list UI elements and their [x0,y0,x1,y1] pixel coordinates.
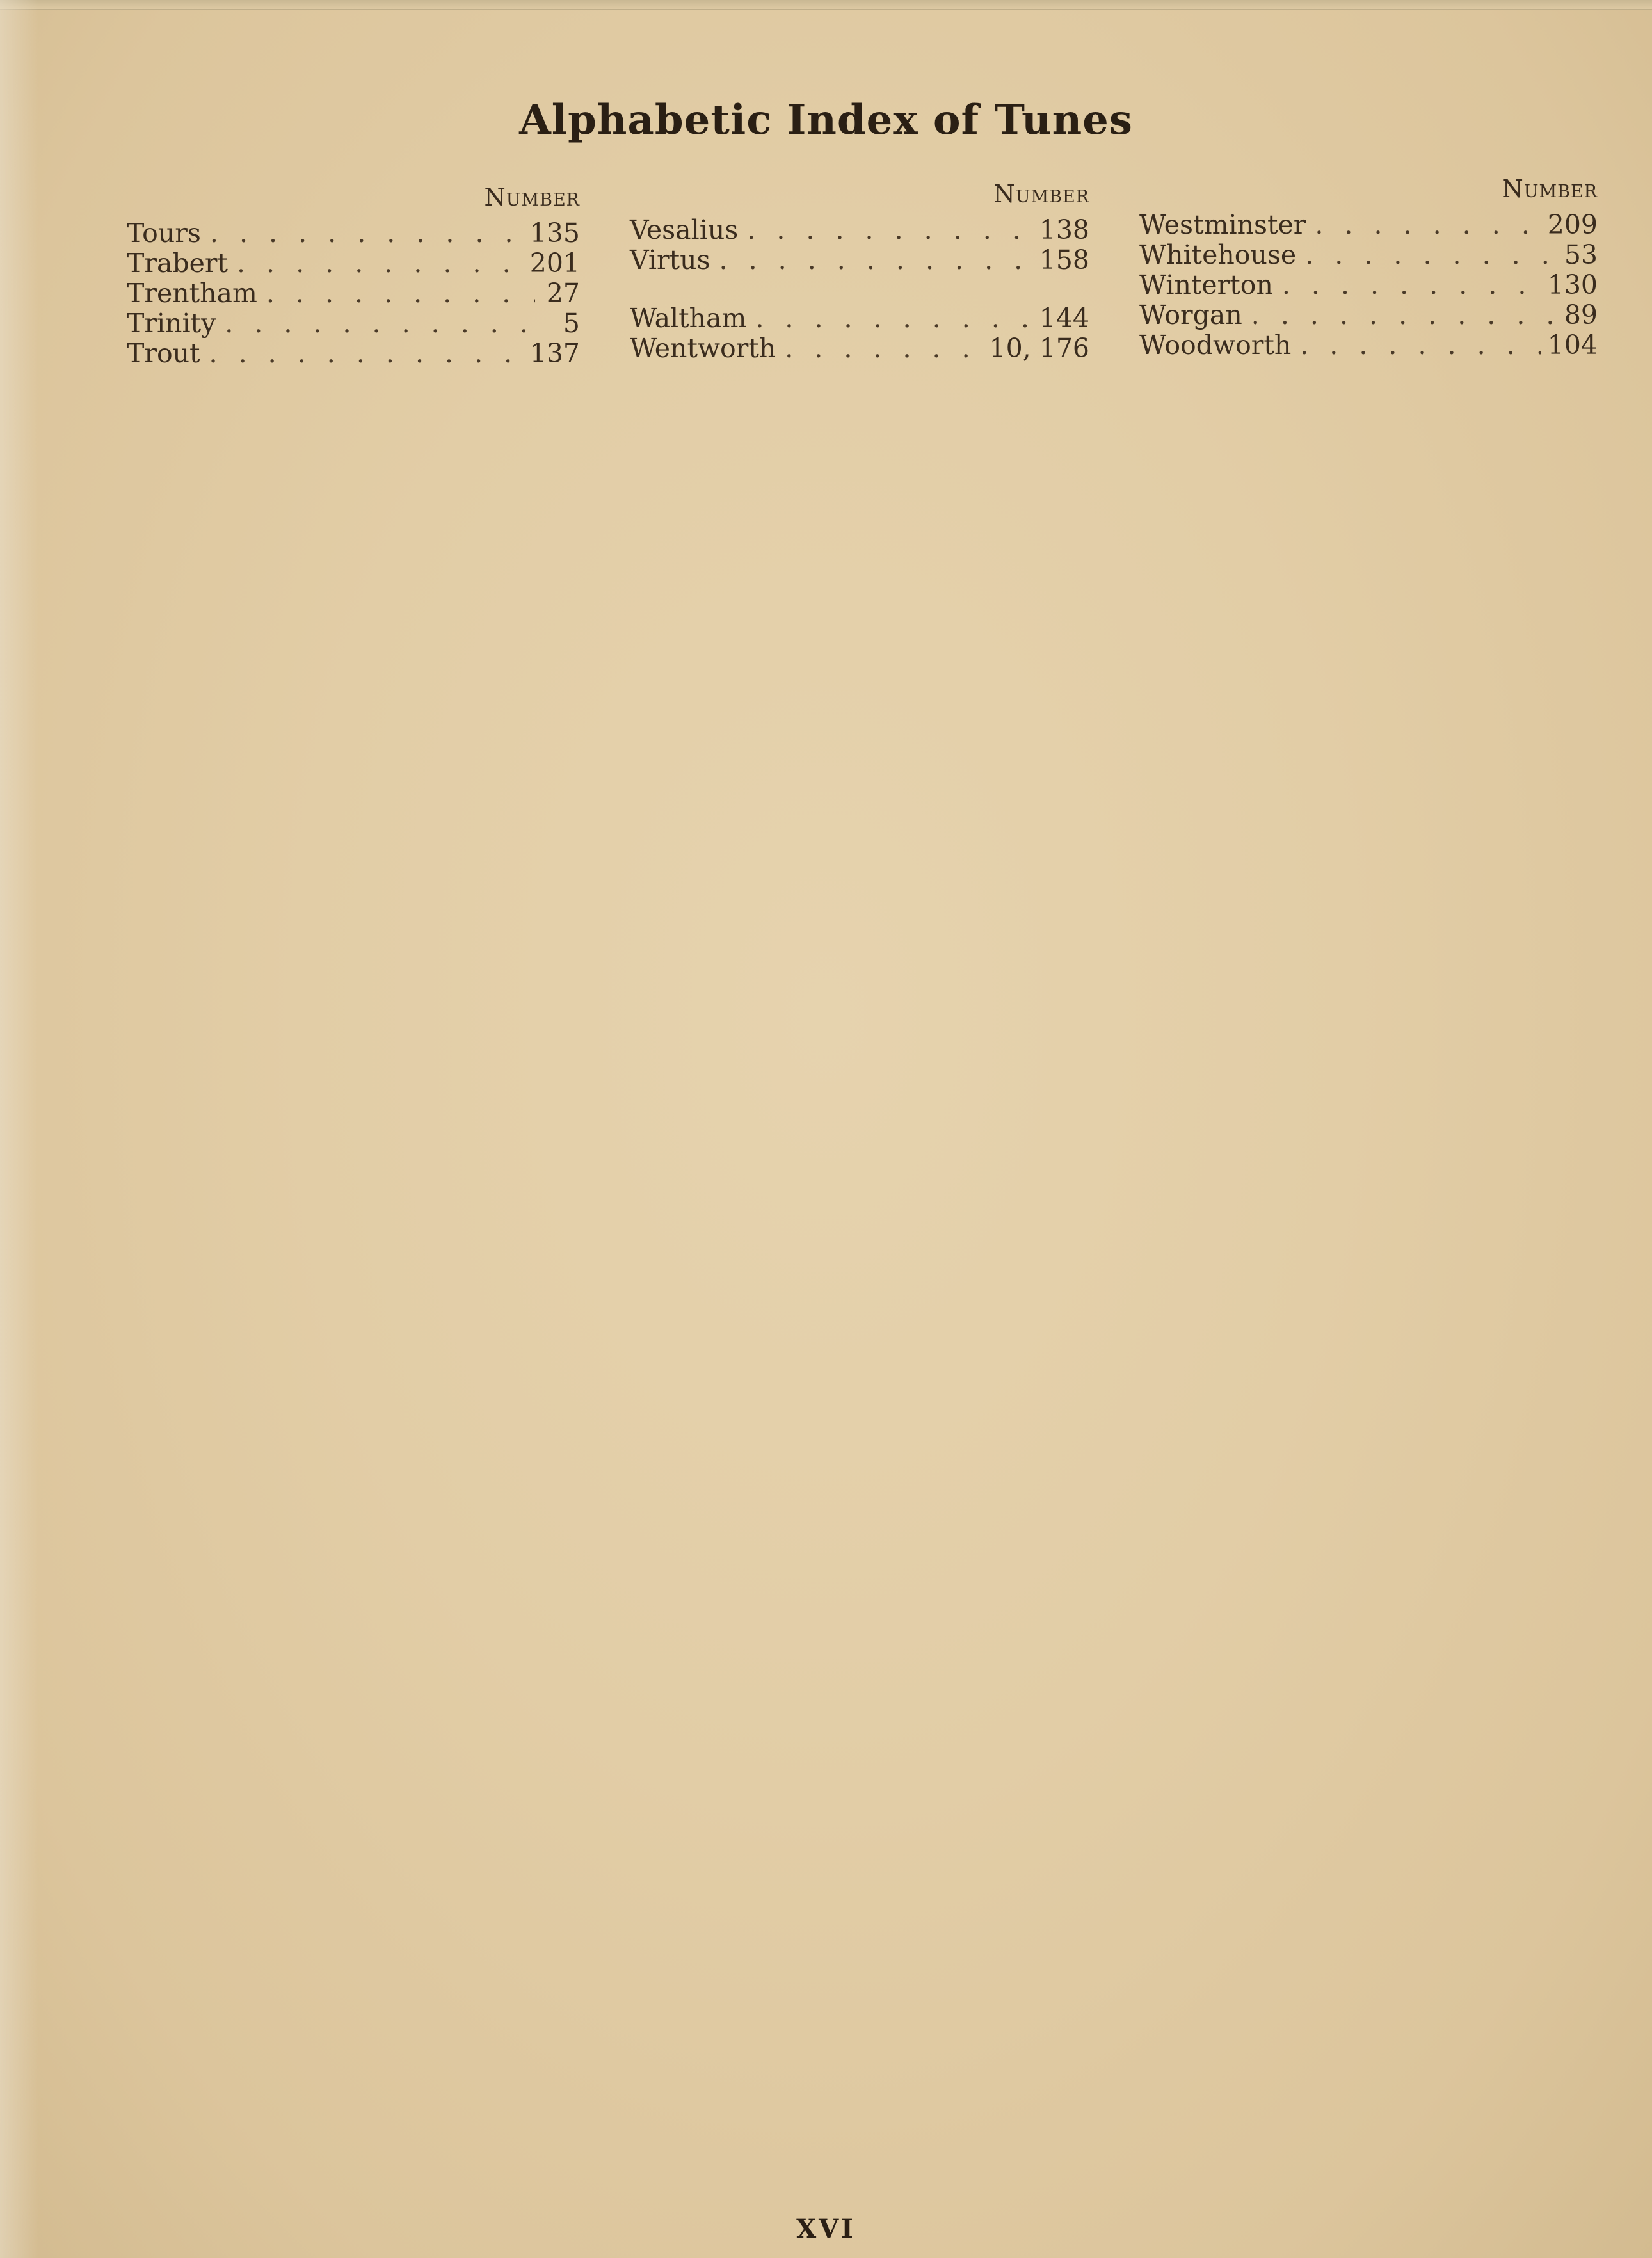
page-title: Alphabetic Index of Tunes [519,96,1133,144]
dot-leader [225,309,535,339]
page-top-edge [0,0,1652,10]
tune-name: Trabert [127,248,228,278]
index-entry [630,215,1089,245]
index-entry [1139,240,1598,270]
index-entry [1139,330,1598,360]
index-column-3 [1139,174,1598,360]
tune-name: Waltham [630,303,747,334]
dot-leader [1282,270,1541,300]
index-column-1 [127,182,580,369]
index-entry [1139,300,1598,330]
dot-leader [210,218,524,248]
tune-name: Woodworth [1139,330,1292,360]
tune-name: Trinity [127,308,216,339]
index-entry [630,303,1089,334]
tune-number: 53 [1564,239,1598,270]
dot-leader [747,215,1032,245]
column-header: Number [484,183,580,211]
dot-leader [237,248,524,278]
dot-leader [1251,300,1553,330]
tune-name: Whitehouse [1139,239,1297,270]
tune-number: 158 [1039,245,1089,275]
dot-leader [1300,330,1541,360]
tune-number: 10, 176 [989,333,1089,364]
tune-number: 138 [1039,214,1089,245]
index-entry [127,248,580,278]
tune-number: 27 [546,278,580,309]
tune-name: Winterton [1139,270,1273,300]
dot-leader [785,334,982,364]
column-header: Number [1502,175,1598,203]
tune-name: Tours [127,218,201,248]
tune-number: 201 [529,248,580,278]
tune-name: Trentham [127,278,257,309]
tune-number: 89 [1564,300,1598,330]
dot-leader [1315,210,1541,240]
tune-number: 104 [1547,330,1598,360]
tune-number: 144 [1039,303,1089,334]
tune-name: Worgan [1139,300,1242,330]
tune-number: 209 [1547,209,1598,240]
tune-name: Vesalius [630,214,739,245]
column-header: Number [993,180,1089,208]
tune-number: 5 [563,308,580,339]
dot-leader [1305,240,1553,270]
tune-name: Westminster [1139,209,1306,240]
index-entry [630,334,1089,364]
tune-number: 135 [529,218,580,248]
dot-leader [209,339,524,369]
index-column-2 [630,179,1089,364]
dot-leader [266,278,535,309]
index-entry [127,339,580,369]
tune-name: Virtus [630,245,710,275]
index-entry [127,278,580,309]
index-entry [1139,270,1598,300]
tune-name: Wentworth [630,333,776,364]
tune-number: 130 [1547,270,1598,300]
index-entry [127,218,580,248]
index-entry [1139,210,1598,240]
tune-number: 137 [529,338,580,369]
dot-leader [719,245,1033,275]
page-gutter-shade [0,0,38,2258]
dot-leader [755,303,1032,334]
tune-name: Trout [127,338,200,369]
index-entry [127,309,580,339]
page-number: XVI [796,2214,856,2244]
index-entry [630,245,1089,275]
